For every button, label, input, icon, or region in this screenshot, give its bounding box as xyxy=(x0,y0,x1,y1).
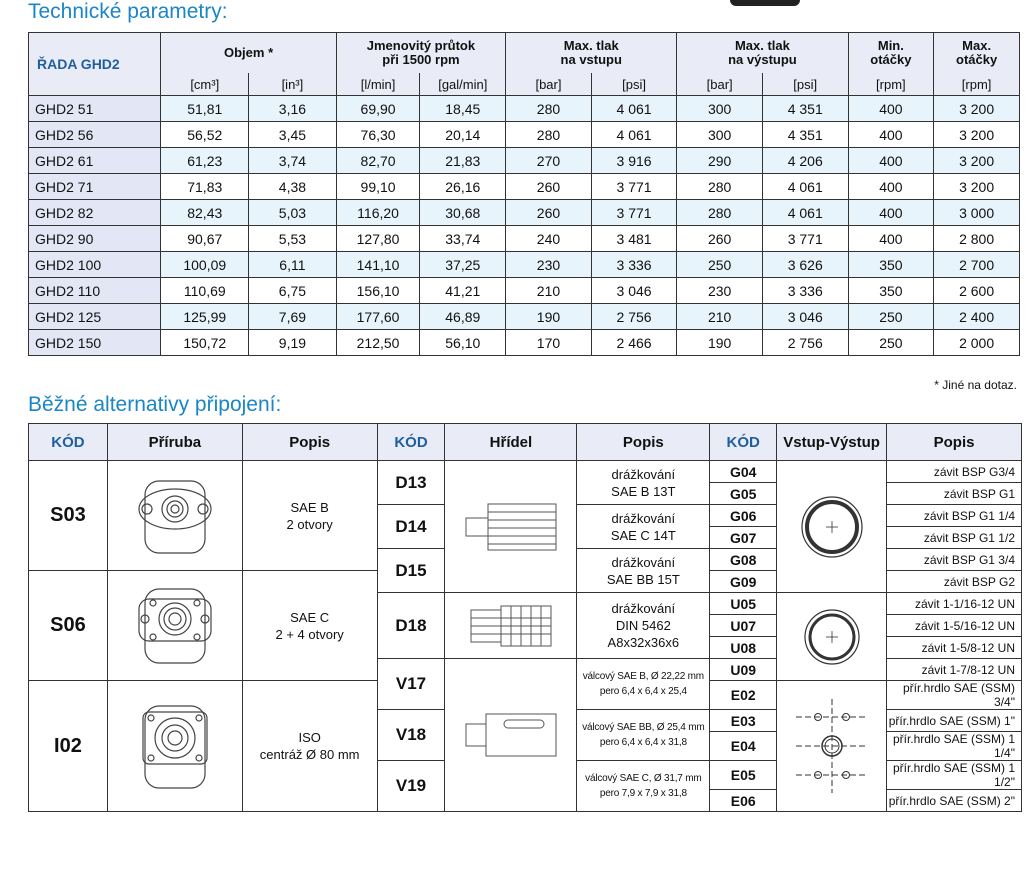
shaft-code-d15: D15 xyxy=(377,549,445,593)
value-cell: 190 xyxy=(677,330,763,356)
value-cell: 400 xyxy=(848,96,934,122)
value-cell: 280 xyxy=(506,122,592,148)
spec-row xyxy=(29,122,1020,148)
header-port-desc: Popis xyxy=(887,424,1022,461)
port-code: U09 xyxy=(710,659,777,681)
port-desc: závit BSP G1 1/2 xyxy=(887,527,1022,549)
flange-code-s06: S06 xyxy=(29,571,108,681)
value-cell: 76,30 xyxy=(336,122,420,148)
value-cell: 400 xyxy=(848,148,934,174)
value-cell: 230 xyxy=(506,252,592,278)
series-cell: GHD2 82 xyxy=(29,200,161,226)
value-cell: 51,81 xyxy=(161,96,249,122)
value-cell: 3 771 xyxy=(762,226,848,252)
unit-rpm-max: [rpm] xyxy=(934,73,1020,96)
value-cell: 3 200 xyxy=(934,148,1020,174)
shaft-desc-d15: drážkování SAE BB 15T xyxy=(577,549,710,593)
port-code: E02 xyxy=(710,681,777,710)
value-cell: 69,90 xyxy=(336,96,420,122)
value-cell: 4 061 xyxy=(762,174,848,200)
value-cell: 4,38 xyxy=(249,174,337,200)
shaft-drawing-cylindrical xyxy=(445,659,577,812)
value-cell: 2 800 xyxy=(934,226,1020,252)
header-flange: Příruba xyxy=(107,424,242,461)
value-cell: 2 756 xyxy=(762,330,848,356)
flange-desc-i02: ISO centráž Ø 80 mm xyxy=(242,681,377,812)
series-cell: GHD2 125 xyxy=(29,304,161,330)
series-cell: GHD2 71 xyxy=(29,174,161,200)
value-cell: 61,23 xyxy=(161,148,249,174)
value-cell: 3 046 xyxy=(762,304,848,330)
unit-lmin: [l/min] xyxy=(336,73,420,96)
series-cell: GHD2 90 xyxy=(29,226,161,252)
shaft-code-v19: V19 xyxy=(377,761,445,812)
value-cell: 3 000 xyxy=(934,200,1020,226)
value-cell: 3 336 xyxy=(762,278,848,304)
value-cell: 71,83 xyxy=(161,174,249,200)
value-cell: 5,53 xyxy=(249,226,337,252)
value-cell: 3 626 xyxy=(762,252,848,278)
value-cell: 18,45 xyxy=(420,96,506,122)
port-desc: závit 1-5/16-12 UN xyxy=(887,615,1022,637)
value-cell: 4 061 xyxy=(591,122,677,148)
header-flow: Jmenovitý průtok při 1500 rpm xyxy=(336,33,505,74)
value-cell: 56,10 xyxy=(420,330,506,356)
value-cell: 3,45 xyxy=(249,122,337,148)
port-desc: závit 1-7/8-12 UN xyxy=(887,659,1022,681)
value-cell: 280 xyxy=(506,96,592,122)
bsp-port-icon xyxy=(792,487,872,567)
series-cell: GHD2 100 xyxy=(29,252,161,278)
unit-galmin: [gal/min] xyxy=(420,73,506,96)
value-cell: 400 xyxy=(848,122,934,148)
value-cell: 260 xyxy=(506,200,592,226)
value-cell: 3,16 xyxy=(249,96,337,122)
header-flange-code: KÓD xyxy=(29,424,108,461)
header-outlet-pressure: Max. tlak na výstupu xyxy=(677,33,848,74)
value-cell: 4 061 xyxy=(591,96,677,122)
port-desc: závit 1-1/16-12 UN xyxy=(887,593,1022,615)
top-decoration xyxy=(730,0,800,6)
port-code: E03 xyxy=(710,710,777,732)
footnote: * Jiné na dotaz. xyxy=(934,378,1017,392)
port-code: G05 xyxy=(710,483,777,505)
value-cell: 2 000 xyxy=(934,330,1020,356)
flange-drawing-s06 xyxy=(107,571,242,681)
value-cell: 300 xyxy=(677,96,763,122)
flange-desc-s03: SAE B 2 otvory xyxy=(242,461,377,571)
header-shaft-desc: Popis xyxy=(577,424,710,461)
port-desc: přír.hrdlo SAE (SSM) 1" xyxy=(887,710,1022,732)
shaft-code-v18: V18 xyxy=(377,710,445,761)
value-cell: 99,10 xyxy=(336,174,420,200)
value-cell: 6,11 xyxy=(249,252,337,278)
value-cell: 46,89 xyxy=(420,304,506,330)
shaft-drawing-din xyxy=(445,593,577,659)
value-cell: 250 xyxy=(677,252,763,278)
port-code: G08 xyxy=(710,549,777,571)
value-cell: 6,75 xyxy=(249,278,337,304)
value-cell: 3 336 xyxy=(591,252,677,278)
spec-row xyxy=(29,330,1020,356)
value-cell: 270 xyxy=(506,148,592,174)
port-code: U08 xyxy=(710,637,777,659)
port-code: E04 xyxy=(710,732,777,761)
value-cell: 41,21 xyxy=(420,278,506,304)
flange-desc-s06: SAE C 2 + 4 otvory xyxy=(242,571,377,681)
value-cell: 100,09 xyxy=(161,252,249,278)
value-cell: 3 771 xyxy=(591,174,677,200)
series-header: ŘADA GHD2 xyxy=(29,33,161,96)
cylindrical-shaft-icon xyxy=(456,700,566,770)
port-code: G04 xyxy=(710,461,777,483)
value-cell: 230 xyxy=(677,278,763,304)
value-cell: 212,50 xyxy=(336,330,420,356)
value-cell: 250 xyxy=(848,330,934,356)
spec-row xyxy=(29,278,1020,304)
series-cell: GHD2 150 xyxy=(29,330,161,356)
flange-iso-icon xyxy=(133,698,217,794)
port-desc: závit BSP G2 xyxy=(887,571,1022,593)
port-drawing-bsp xyxy=(777,461,887,593)
value-cell: 210 xyxy=(677,304,763,330)
spec-row xyxy=(29,304,1020,330)
value-cell: 177,60 xyxy=(336,304,420,330)
header-inlet-pressure: Max. tlak na vstupu xyxy=(506,33,677,74)
shaft-desc-v17: válcový SAE B, Ø 22,22 mm pero 6,4 x 6,4 x 25,4 xyxy=(577,659,710,710)
series-cell: GHD2 110 xyxy=(29,278,161,304)
flange-drawing-s03 xyxy=(107,461,242,571)
unit-psi-in: [psi] xyxy=(591,73,677,96)
shaft-code-d13: D13 xyxy=(377,461,445,505)
value-cell: 4 206 xyxy=(762,148,848,174)
header-volume: Objem * xyxy=(161,33,336,74)
unit-in3: [in³] xyxy=(249,73,337,96)
shaft-drawing-splined xyxy=(445,461,577,593)
spec-row xyxy=(29,226,1020,252)
sae-flange-port-icon xyxy=(792,691,872,801)
value-cell: 170 xyxy=(506,330,592,356)
un-port-icon xyxy=(797,602,867,672)
flange-sae-c-icon xyxy=(133,581,217,671)
header-shaft: Hřídel xyxy=(445,424,577,461)
value-cell: 2 400 xyxy=(934,304,1020,330)
value-cell: 250 xyxy=(848,304,934,330)
shaft-desc-v19: válcový SAE C, Ø 31,7 mm pero 7,9 x 7,9 x 31,8 xyxy=(577,761,710,812)
value-cell: 127,80 xyxy=(336,226,420,252)
spec-row xyxy=(29,252,1020,278)
value-cell: 110,69 xyxy=(161,278,249,304)
value-cell: 82,43 xyxy=(161,200,249,226)
port-code: U05 xyxy=(710,593,777,615)
header-io: Vstup-Výstup xyxy=(777,424,887,461)
spec-row xyxy=(29,174,1020,200)
port-code: U07 xyxy=(710,615,777,637)
value-cell: 156,10 xyxy=(336,278,420,304)
value-cell: 290 xyxy=(677,148,763,174)
technical-parameters-table xyxy=(28,32,1020,356)
value-cell: 280 xyxy=(677,200,763,226)
header-port-code: KÓD xyxy=(710,424,777,461)
value-cell: 30,68 xyxy=(420,200,506,226)
value-cell: 116,20 xyxy=(336,200,420,226)
value-cell: 240 xyxy=(506,226,592,252)
spec-table-body xyxy=(29,96,1020,356)
value-cell: 56,52 xyxy=(161,122,249,148)
value-cell: 2 756 xyxy=(591,304,677,330)
value-cell: 3 481 xyxy=(591,226,677,252)
shaft-code-v17: V17 xyxy=(377,659,445,710)
value-cell: 190 xyxy=(506,304,592,330)
port-desc: závit BSP G1 3/4 xyxy=(887,549,1022,571)
flange-code-s03: S03 xyxy=(29,461,108,571)
port-desc: závit 1-5/8-12 UN xyxy=(887,637,1022,659)
unit-bar-in: [bar] xyxy=(506,73,592,96)
shaft-code-d18: D18 xyxy=(377,593,445,659)
shaft-desc-v18: válcový SAE BB, Ø 25,4 mm pero 6,4 x 6,4 x 31,8 xyxy=(577,710,710,761)
value-cell: 90,67 xyxy=(161,226,249,252)
port-drawing-un xyxy=(777,593,887,681)
port-desc: přír.hrdlo SAE (SSM) 1 1/2" xyxy=(887,761,1022,790)
header-max-speed: Max. otáčky xyxy=(934,33,1020,74)
value-cell: 3 200 xyxy=(934,96,1020,122)
value-cell: 37,25 xyxy=(420,252,506,278)
value-cell: 26,16 xyxy=(420,174,506,200)
value-cell: 9,19 xyxy=(249,330,337,356)
value-cell: 350 xyxy=(848,252,934,278)
value-cell: 21,83 xyxy=(420,148,506,174)
value-cell: 4 351 xyxy=(762,122,848,148)
value-cell: 3 771 xyxy=(591,200,677,226)
value-cell: 280 xyxy=(677,174,763,200)
header-min-speed: Min. otáčky xyxy=(848,33,934,74)
spec-row xyxy=(29,148,1020,174)
unit-rpm-min: [rpm] xyxy=(848,73,934,96)
shaft-desc-d13: drážkování SAE B 13T xyxy=(577,461,710,505)
value-cell: 400 xyxy=(848,226,934,252)
spec-row xyxy=(29,200,1020,226)
port-desc: přír.hrdlo SAE (SSM) 1 1/4" xyxy=(887,732,1022,761)
value-cell: 3 916 xyxy=(591,148,677,174)
value-cell: 3 200 xyxy=(934,174,1020,200)
value-cell: 3 200 xyxy=(934,122,1020,148)
port-code: G09 xyxy=(710,571,777,593)
value-cell: 400 xyxy=(848,174,934,200)
value-cell: 150,72 xyxy=(161,330,249,356)
value-cell: 2 600 xyxy=(934,278,1020,304)
value-cell: 3 046 xyxy=(591,278,677,304)
port-code: E05 xyxy=(710,761,777,790)
port-desc: závit BSP G1 xyxy=(887,483,1022,505)
port-desc: závit BSP G1 1/4 xyxy=(887,505,1022,527)
section-title-parameters: Technické parametry: xyxy=(28,0,228,23)
value-cell: 5,03 xyxy=(249,200,337,226)
value-cell: 400 xyxy=(848,200,934,226)
value-cell: 82,70 xyxy=(336,148,420,174)
value-cell: 4 351 xyxy=(762,96,848,122)
header-shaft-code: KÓD xyxy=(377,424,445,461)
value-cell: 300 xyxy=(677,122,763,148)
value-cell: 3,74 xyxy=(249,148,337,174)
series-cell: GHD2 56 xyxy=(29,122,161,148)
shaft-desc-d18: drážkování DIN 5462 A8x32x36x6 xyxy=(577,593,710,659)
port-desc: přír.hrdlo SAE (SSM) 3/4" xyxy=(887,681,1022,710)
splined-shaft-icon xyxy=(456,482,566,572)
value-cell: 20,14 xyxy=(420,122,506,148)
value-cell: 33,74 xyxy=(420,226,506,252)
port-desc: přír.hrdlo SAE (SSM) 2" xyxy=(887,790,1022,812)
flange-code-i02: I02 xyxy=(29,681,108,812)
shaft-code-d14: D14 xyxy=(377,505,445,549)
din-shaft-icon xyxy=(461,596,561,656)
unit-cm3: [cm³] xyxy=(161,73,249,96)
port-desc: závit BSP G3/4 xyxy=(887,461,1022,483)
flange-drawing-i02 xyxy=(107,681,242,812)
flange-sae-b-icon xyxy=(135,473,215,559)
port-code: G07 xyxy=(710,527,777,549)
series-cell: GHD2 51 xyxy=(29,96,161,122)
value-cell: 2 466 xyxy=(591,330,677,356)
value-cell: 125,99 xyxy=(161,304,249,330)
value-cell: 210 xyxy=(506,278,592,304)
port-code: E06 xyxy=(710,790,777,812)
value-cell: 350 xyxy=(848,278,934,304)
value-cell: 141,10 xyxy=(336,252,420,278)
value-cell: 260 xyxy=(677,226,763,252)
spec-row xyxy=(29,96,1020,122)
shaft-desc-d14: drážkování SAE C 14T xyxy=(577,505,710,549)
series-cell: GHD2 61 xyxy=(29,148,161,174)
connection-alternatives-table xyxy=(28,423,1022,812)
value-cell: 260 xyxy=(506,174,592,200)
value-cell: 7,69 xyxy=(249,304,337,330)
unit-bar-out: [bar] xyxy=(677,73,763,96)
section-title-connections: Běžné alternativy připojení: xyxy=(28,393,282,416)
value-cell: 2 700 xyxy=(934,252,1020,278)
unit-psi-out: [psi] xyxy=(762,73,848,96)
value-cell: 4 061 xyxy=(762,200,848,226)
port-code: G06 xyxy=(710,505,777,527)
port-drawing-sae-flange xyxy=(777,681,887,812)
header-flange-desc: Popis xyxy=(242,424,377,461)
